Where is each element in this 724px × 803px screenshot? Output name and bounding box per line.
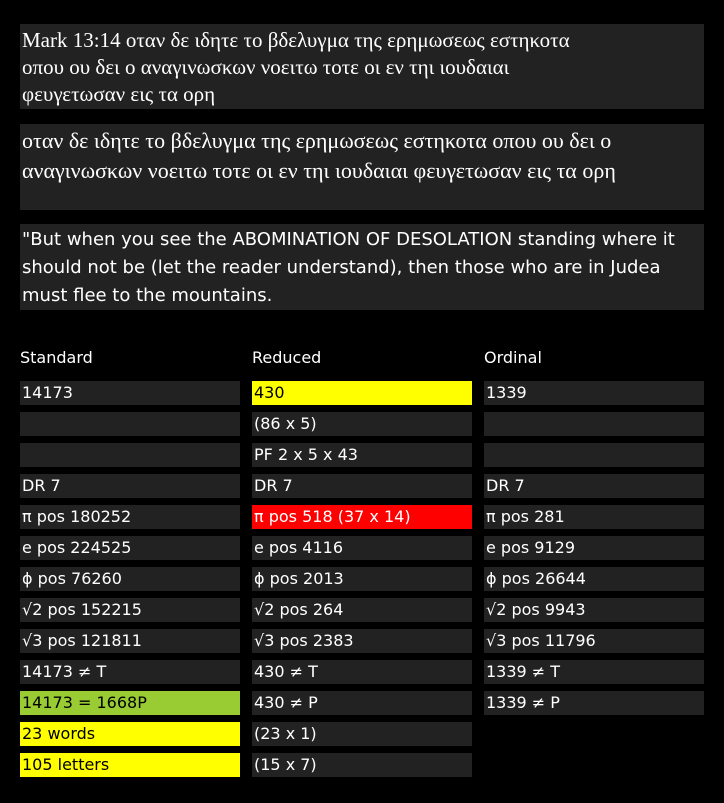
standard-cell: 23 words: [20, 722, 240, 746]
reduced-cell: (23 x 1): [252, 722, 472, 746]
reduced-cell: DR 7: [252, 474, 472, 498]
reduced-cell: 430 ≠ T: [252, 660, 472, 684]
standard-cell: ϕ pos 76260: [20, 567, 240, 591]
reduced-cell: 430 ≠ P: [252, 691, 472, 715]
ordinal-cell: DR 7: [484, 474, 704, 498]
standard-cell: e pos 224525: [20, 536, 240, 560]
standard-cell: 14173 = 1668P: [20, 691, 240, 715]
ordinal-cell: √3 pos 11796: [484, 629, 704, 653]
reduced-cell: π pos 518 (37 x 14): [252, 505, 472, 529]
standard-cell: [20, 412, 240, 436]
english-translation-text: "But when you see the ABOMINATION OF DESOLATION standing where it should not be (let the reader understand), then those who are in Judea must flee to the mountains.: [22, 229, 675, 306]
standard-cell: 105 letters: [20, 753, 240, 777]
reduced-cell: √2 pos 264: [252, 598, 472, 622]
greek-verse-text: οταν δε ιδητε το βδελυγμα της ερημωσεως εστηκοτα οπου ου δει ο αναγινωσκων νοειτω τοτε οι εν τηι ιουδαιαι φευγετωσαν εις τα ορη: [22, 128, 616, 183]
greek-verse-with-reference-panel: [20, 24, 704, 109]
greek-verse-with-reference-text: Mark 13:14 οταν δε ιδητε το βδελυγμα της ερημωσεως εστηκοτα οπου ου δει ο αναγινωσκων νοειτω τοτε οι εν τηι ιουδαιαι φευγετωσαν εις τα ορη: [22, 28, 570, 106]
ordinal-cell: √2 pos 9943: [484, 598, 704, 622]
column-header-ordinal: Ordinal: [484, 348, 542, 367]
ordinal-cell: [484, 443, 704, 467]
ordinal-cell: 1339 ≠ T: [484, 660, 704, 684]
ordinal-cell: ϕ pos 26644: [484, 567, 704, 591]
reduced-cell: (86 x 5): [252, 412, 472, 436]
greek-verse-panel: [20, 124, 704, 210]
ordinal-cell: π pos 281: [484, 505, 704, 529]
reduced-cell: PF 2 x 5 x 43: [252, 443, 472, 467]
reduced-cell: 430: [252, 381, 472, 405]
standard-cell: DR 7: [20, 474, 240, 498]
column-header-standard: Standard: [20, 348, 93, 367]
standard-cell: π pos 180252: [20, 505, 240, 529]
column-header-reduced: Reduced: [252, 348, 322, 367]
standard-cell: 14173 ≠ T: [20, 660, 240, 684]
ordinal-cell: 1339: [484, 381, 704, 405]
ordinal-cell: [484, 412, 704, 436]
standard-cell: [20, 443, 240, 467]
reduced-cell: ϕ pos 2013: [252, 567, 472, 591]
ordinal-cell: e pos 9129: [484, 536, 704, 560]
reduced-cell: √3 pos 2383: [252, 629, 472, 653]
standard-cell: √3 pos 121811: [20, 629, 240, 653]
reduced-cell: (15 x 7): [252, 753, 472, 777]
standard-cell: √2 pos 152215: [20, 598, 240, 622]
standard-cell: 14173: [20, 381, 240, 405]
reduced-cell: e pos 4116: [252, 536, 472, 560]
english-translation-panel: [20, 224, 704, 310]
ordinal-cell: 1339 ≠ P: [484, 691, 704, 715]
